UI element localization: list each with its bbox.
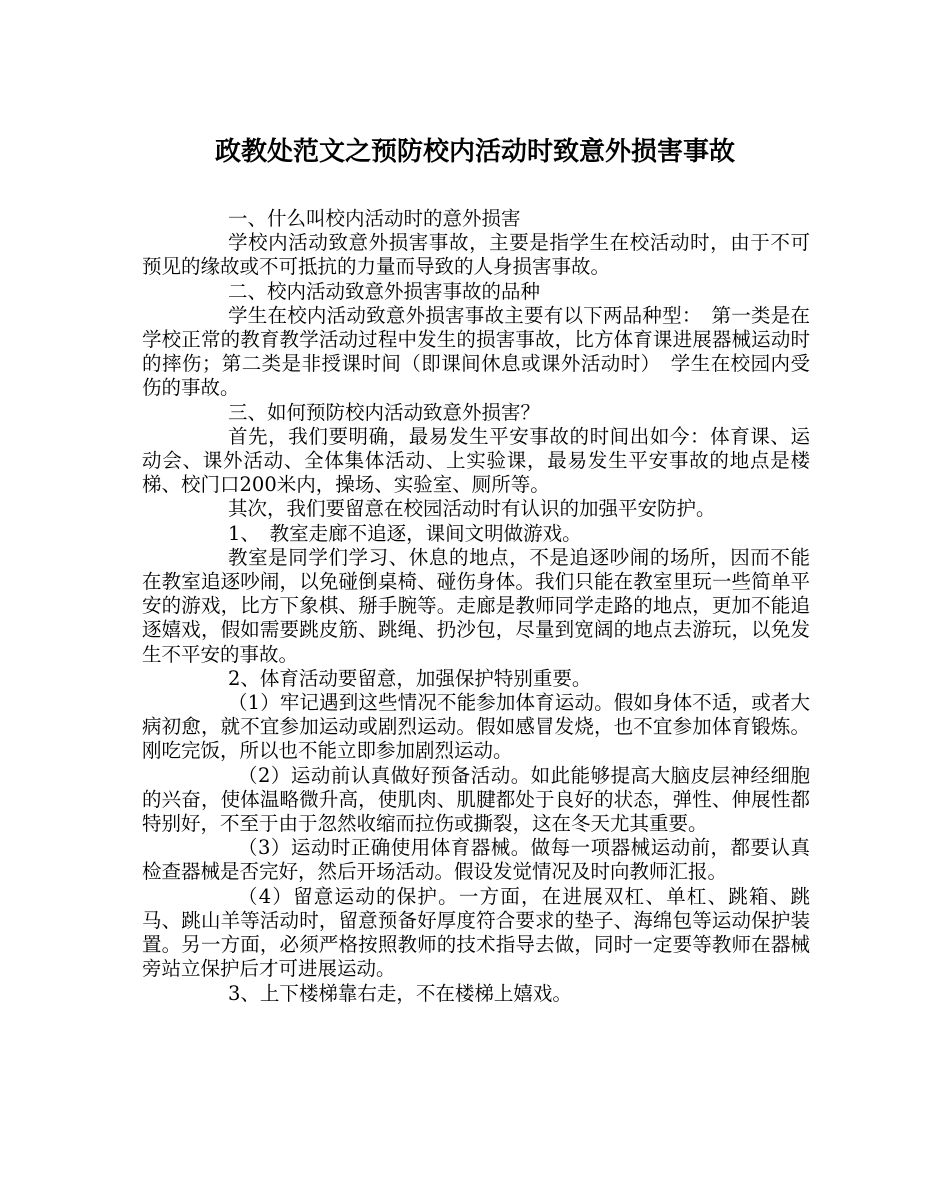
document-title: 政教处范文之预防校内活动时致意外损害事故 [214,137,735,167]
list-item-heading: 3、上下楼梯靠右走，不在楼梯上嬉戏。 [228,981,572,1005]
body-paragraph: 学生在校内活动致意外损害事故主要有以下两品种型： 第一类是在学校正常的教育教学活动过程中发生的损害事故，比方体育课进展器械运动时的摔伤；第二类是非授课时间（即课间休息或课外活动时） 学生在校园内受伤的事故。 [142,303,810,400]
list-item-heading: 2、体育活动要留意，加强保护特别重要。 [228,666,592,690]
sub-item-paragraph: （4）留意运动的保护。一方面，在进展双杠、单杠、跳箱、跳马、跳山羊等活动时，留意预备好厚度符合要求的垫子、海绵包等运动保护装置。另一方面，必须严格按照教师的技术指导去做，同时一定要等教师在器械旁站立保护后才可进展运动。 [142,884,810,981]
sub-item-paragraph: （1）牢记遇到这些情况不能参加体育运动。假如身体不适，或者大病初愈，就不宜参加运动或剧烈运动。假如感冒发烧，也不宜参加体育锻炼。刚吃完饭，所以也不能立即参加剧烈运动。 [142,691,810,763]
section-heading: 三、如何预防校内活动致意外损害？ [228,400,541,424]
sub-item-paragraph: （2）运动前认真做好预备活动。如此能够提高大脑皮层神经细胞的兴奋，使体温略微升高，使肌肉、肌腱都处于良好的状态，弹性、伸展性都特别好，不至于由于忽然收缩而拉伤或撕裂，这在冬天尤其重要。 [142,763,810,836]
body-paragraph: 其次，我们要留意在校园活动时有认识的加强平安防护。 [228,497,716,521]
body-paragraph: 学校内活动致意外损害事故，主要是指学生在校活动时，由于不可预见的缘故或不可抵抗的力量而导致的人身损害事故。 [142,231,810,279]
sub-item-paragraph: （3）运动时正确使用体育器械。做每一项器械运动前，都要认真检查器械是否完好，然后开场活动。假设发觉情况及时向教师汇报。 [142,836,810,884]
body-paragraph: 首先，我们要明确，最易发生平安事故的时间出如今：体育课、运动会、课外活动、全体集体活动、上实验课，最易发生平安事故的地点是楼梯、校门口200米内，操场、实验室、厕所等。 [142,424,810,497]
document-body [142,207,810,1006]
section-heading: 二、校内活动致意外损害事故的品种 [228,279,541,303]
section-heading: 一、什么叫校内活动时的意外损害 [228,207,521,230]
list-item-heading: 1、 教室走廊不追逐，课间文明做游戏。 [228,521,582,545]
body-paragraph: 教室是同学们学习、休息的地点，不是追逐吵闹的场所，因而不能在教室追逐吵闹，以免碰倒桌椅、碰伤身体。我们只能在教室里玩一些简单平安的游戏，比方下象棋、掰手腕等。走廊是教师同学走路的地点，更加不能追逐嬉戏，假如需要跳皮筋、跳绳、扔沙包，尽量到宽阔的地点去游玩，以免发生不平安的事故。 [142,545,810,666]
